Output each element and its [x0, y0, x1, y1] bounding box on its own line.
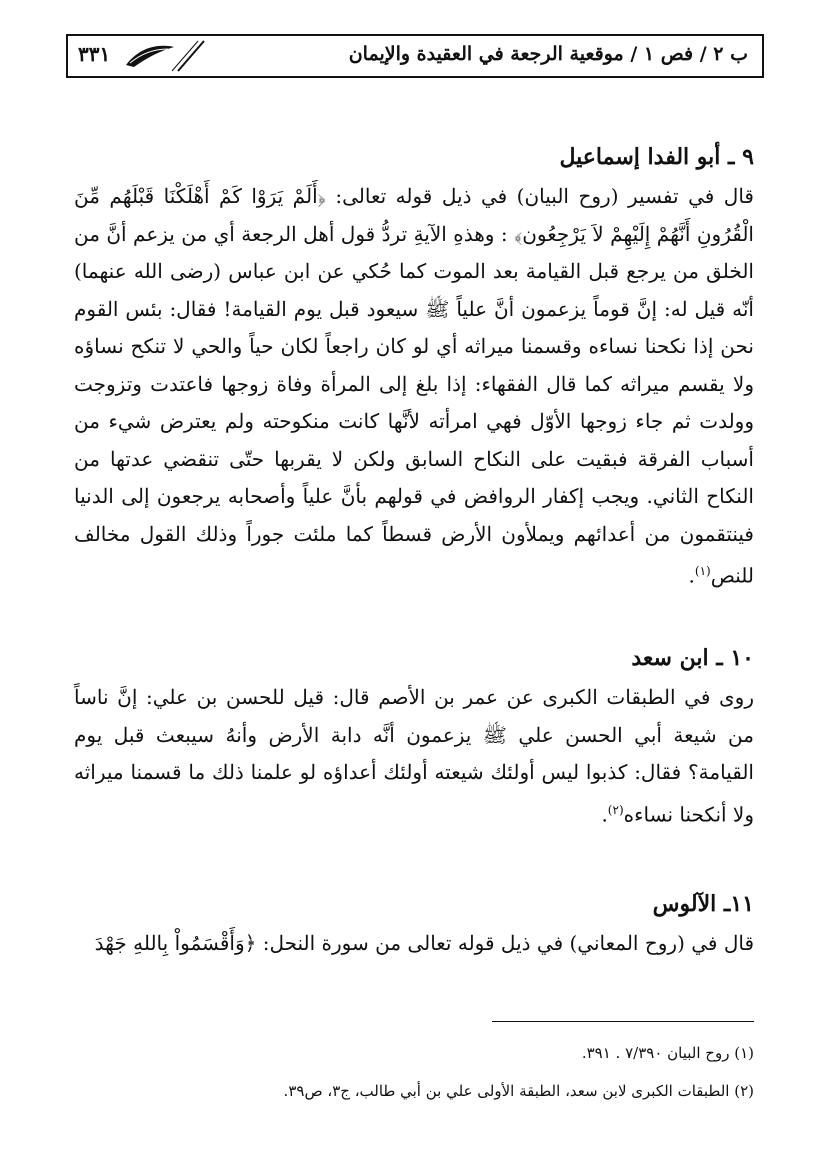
footnote: (٢) الطبقات الكبرى لابن سعد، الطبقة الأولى علي بن أبي طالب، ج٣، ص٣٩. — [283, 1082, 754, 1100]
page-number: ٣٣١ — [78, 42, 111, 66]
section-paragraph — [74, 178, 754, 595]
paragraph-text: روى في الطبقات الكبرى عن عمر بن الأصم قال: قيل للحسن بن علي: إنَّ ناساً من شيعة أبي الحسن علي ﷺ يزعمون أنَّه دابة الأرض وأنهُ سيبعث قبل يوم القيامة؟ فقال: كذبوا ليس أولئك شيعته أولئك أعداؤه لو علمنا ذلك ما قسمنا ميراثه ولا أنكحنا نساءه — [74, 685, 754, 827]
section-paragraph — [74, 925, 754, 963]
paragraph-text: قال في (روح المعاني) في ذيل قوله تعالى من سورة النحل: ﴿وَأَقْسَمُواْ بِاللهِ جَهْدَ — [94, 931, 754, 955]
chapter-title: ب ٢ / فص ١ / موقعية الرجعة في العقيدة والإيمان — [348, 43, 748, 65]
feather-quill-icon — [120, 39, 208, 77]
section-paragraph — [74, 679, 754, 834]
footnote-divider — [492, 1021, 754, 1022]
paragraph-text: قال في تفسير (روح البيان) في ذيل قوله تعالى: ﴿أَلَمْ يَرَوْا كَمْ أَهْلَكْنَا قَبْلَهُم مِّنَ الْقُرُونِ أَنَّهُمْ إِلَيْهِمْ لاَ يَرْجِعُون﴾ : وهذهِ الآيةِ تردُّ قول أهل الرجعة أي من يزعم أنَّ من الخلق من يرجع قبل القيامة بعد الموت كما حُكي عن ابن عباس (رضى الله عنهما) أنّه قيل له: إنَّ قوماً يزعمون أنَّ علياً ﷺ سيعود قبل يوم القيامة! فقال: بئس القوم نحن إذا نكحنا نساءه وقسمنا ميراثه أي لو كان راجعاً لكان حياً والحي لا تنكح نساؤه ولا يقسم ميراثه كما قال الفقهاء: إذا بلغ إلى المرأة وفاة زوجها فاعتدت وتزوجت وولدت ثم جاء زوجها الأوّل فهي امرأته لأنَّها كانت منكوحته ولم يعترض شيء من أسباب الفرقة فبقيت على النكاح السابق ولكن لا يقربها حتّى تنقضي عدتها من النكاح الثاني. ويجب إكفار الروافض في قولهم بأنَّ علياً وأصحابه يرجعون إلى الدنيا فينتقمون من أعدائهم ويملأون الأرض قسطاً كما ملئت جوراً وذلك القول مخالف للنص — [74, 184, 754, 588]
section-heading: ١١ـ الآلوس — [652, 891, 754, 917]
running-header — [66, 34, 764, 78]
section-heading: ٩ ـ أبو الفدا إسماعيل — [559, 144, 754, 170]
footnote: (١) روح البيان ٧/٣٩٠ . ٣٩١. — [581, 1044, 754, 1062]
end-punctuation: . — [601, 802, 608, 827]
footnote-marker: (١) — [694, 564, 711, 578]
section-heading: ١٠ ـ ابن سعد — [631, 645, 754, 671]
end-punctuation: . — [688, 563, 695, 588]
footnote-marker: (٢) — [607, 802, 624, 817]
